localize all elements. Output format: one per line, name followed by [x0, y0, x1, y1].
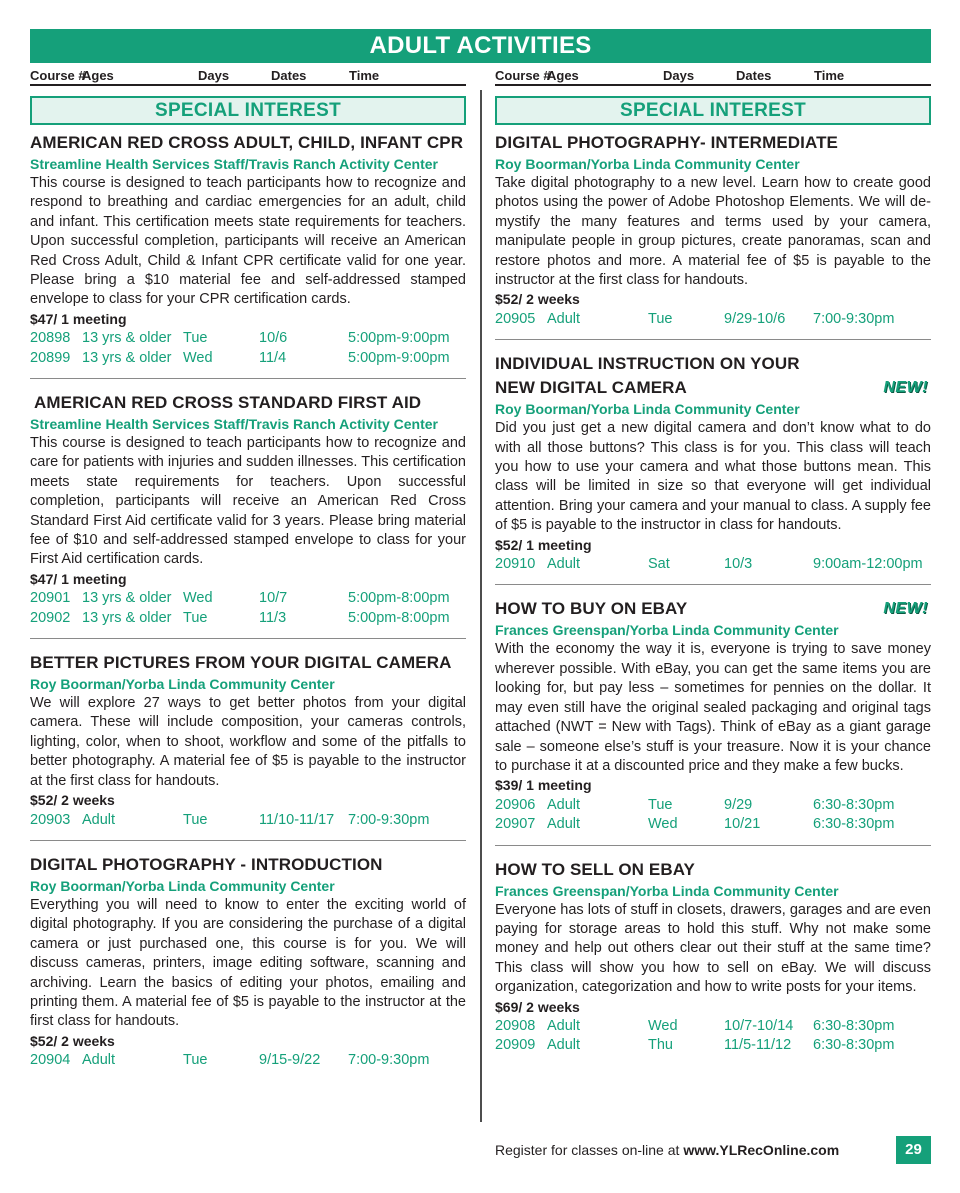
session-date: 10/7 [259, 590, 288, 607]
course-description: This course is designed to teach participants how to recognize and care for patients with injuries and sudden illnesses. This certification meets state requirements for teachers. Upon successful completion, participants will receive an American Red Cross Standard First Aid certificate valid for 3 years. Please bring material fee of $10 and self-addressed stamped envelope to class for your First Aid certification cards. [30, 435, 466, 568]
column-header-left [30, 68, 466, 86]
session-time: 7:00-9:30pm [348, 1052, 430, 1069]
session-age: Adult [547, 556, 581, 573]
session-number: 20907 [495, 816, 536, 833]
new-badge: NEW! [883, 379, 928, 397]
session-number: 20909 [495, 1037, 536, 1054]
column-divider [480, 90, 482, 1122]
header-days: Days [663, 68, 695, 83]
footer-text: Register for classes on-line at [495, 1142, 684, 1158]
course-instructor: Roy Boorman/Yorba Linda Community Center [495, 156, 800, 172]
session-date: 9/15-9/22 [259, 1052, 321, 1069]
course-price: $39/ 1 meeting [495, 777, 592, 794]
course-price: $52/ 2 weeks [495, 291, 580, 308]
course-divider [495, 584, 931, 585]
course-listing [495, 597, 931, 834]
header-days: Days [198, 68, 230, 83]
session-age: Adult [82, 811, 116, 828]
session-number: 20898 [30, 330, 71, 347]
column-header-right [495, 68, 931, 86]
course-instructor: Streamline Health Services Staff/Travis Ranch Activity Center [30, 156, 438, 172]
session-number: 20910 [495, 556, 536, 573]
course-title: AMERICAN RED CROSS ADULT, CHILD, INFANT CPR [30, 133, 464, 152]
session-row [30, 329, 466, 348]
session-row [495, 796, 931, 815]
course-description: We will explore 27 ways to get better photos from your digital camera. These will include composition, your cameras controls, lighting, color, when to shoot, workflow and some of the pitfalls to better photography. A material fee of $5 is payable to the instructor at the first class for handouts. [30, 695, 466, 789]
course-description: Take digital photography to a new level. Learn how to create good photos using the power of Adobe Photoshop Elements. We will de-mystify the many features and terms used by your camera, manipulate people in group pictures, create panoramas, scan and restore photos and more. A material fee of $5 is payable to the instructor at the first class for handouts. [495, 175, 931, 289]
session-age: Adult [547, 796, 581, 813]
course-description: Did you just get a new digital camera and don’t know what to do with all those buttons? This class is for you. This class will teach you how to use your camera and what those buttons mean. This class will be limited in size so that everyone will get individual attention. Bring your camera and your manual to class. A supply fee of $5 is payable to the instructor in class for handouts. [495, 420, 931, 534]
course-description: This course is designed to teach participants how to recognize and respond to breathing and cardiac emergencies for an adult, child and infant. This certification meets state requirements for teachers. Upon successful completion, participants will receive an American Red Cross Adult, Child & Infant CPR certificate valid for one year. Please bring a $10 material fee and self-addressed stamped envelope to class for your CPR certification cards. [30, 175, 466, 308]
session-number: 20904 [30, 1052, 71, 1069]
session-age: Adult [547, 1017, 581, 1034]
right-column [495, 96, 931, 1056]
session-time: 5:00pm-9:00pm [348, 330, 450, 347]
session-row [30, 349, 466, 368]
course-title-continued: NEW DIGITAL CAMERA [495, 378, 687, 398]
session-date: 11/3 [259, 609, 287, 626]
course-price: $52/ 2 weeks [30, 792, 115, 809]
session-time: 7:00-9:30pm [813, 310, 895, 327]
course-price: $47/ 1 meeting [30, 310, 127, 327]
course-listing [495, 352, 931, 574]
course-divider [495, 339, 931, 340]
course-description: With the economy the way it is, everyone is trying to save money wherever possible. With eBay, you can get the same items you are looking for, but pay less – sometimes for pennies on the dollar. It may even still have the original sealed packaging and original tags attached (NWT = New with Tags). Think of eBay as a giant garage sale – someone else’s stuff is your treasure. Now it is your chance to purchase it at a discounted price and they make a few bucks. [495, 641, 931, 774]
session-day: Tue [183, 811, 208, 828]
session-number: 20899 [30, 349, 71, 366]
session-number: 20902 [30, 609, 71, 626]
course-instructor: Frances Greenspan/Yorba Linda Community Center [495, 882, 839, 899]
course-divider [30, 378, 466, 379]
session-row [30, 589, 466, 608]
course-title: DIGITAL PHOTOGRAPHY - INTRODUCTION [30, 854, 383, 874]
session-row [495, 310, 931, 329]
session-time: 9:00am-12:00pm [813, 556, 923, 573]
session-day: Thu [648, 1037, 673, 1054]
session-age: 13 yrs & older [82, 609, 172, 626]
header-time: Time [349, 68, 380, 83]
footer-register [495, 1140, 839, 1160]
course-price: $52/ 2 weeks [30, 1032, 115, 1049]
course-instructor: Roy Boorman/Yorba Linda Community Center [30, 877, 335, 894]
session-day: Wed [183, 590, 213, 607]
course-title: DIGITAL PHOTOGRAPHY- INTERMEDIATE [495, 133, 839, 152]
session-row [30, 1051, 466, 1070]
course-price: $52/ 1 meeting [495, 536, 592, 553]
course-title-line2 [495, 376, 931, 400]
session-row [495, 1017, 931, 1036]
session-time: 6:30-8:30pm [813, 796, 895, 813]
header-ages: Ages [547, 68, 579, 83]
header-dates: Dates [271, 68, 307, 83]
course-listing [30, 651, 466, 830]
header-course: Course # [495, 68, 551, 83]
session-row [30, 811, 466, 830]
course-description: Everything you will need to know to enter the exciting world of digital photography. If you are considering the purchase of a digital camera or just purchased one, this course is for you. We will discuss cameras, printers, image editing software, scanning and archiving. Learn the basics of editing your photos, emailing and printing them. A material fee of $5 is payable to the instructor at the first class for handouts. [30, 896, 466, 1030]
course-listing [30, 131, 466, 368]
footer-url-link[interactable]: www.YLRecOnline.com [683, 1142, 840, 1158]
session-number: 20906 [495, 796, 536, 813]
session-number: 20903 [30, 811, 71, 828]
session-date: 10/6 [259, 330, 288, 347]
session-age: 13 yrs & older [82, 330, 172, 347]
session-day: Wed [183, 349, 213, 366]
session-day: Tue [183, 1052, 208, 1069]
course-description: Everyone has lots of stuff in closets, drawers, garages and are even paying for storage areas to hold this stuff. Why not make some money and help out others clear out their stuff at the same time? This class will show you how to sell on eBay. We will discuss organization, categorization and how to write posts for your items. [495, 901, 931, 996]
session-time: 7:00-9:30pm [348, 811, 430, 828]
session-date: 11/10-11/17 [259, 811, 335, 828]
session-age: Adult [547, 1037, 581, 1054]
course-listing [30, 391, 466, 628]
course-title: HOW TO BUY ON EBAY [495, 599, 688, 619]
session-time: 6:30-8:30pm [813, 816, 895, 833]
course-price: $47/ 1 meeting [30, 570, 127, 587]
session-day: Tue [183, 330, 208, 347]
session-date: 9/29-10/6 [724, 310, 786, 327]
header-course: Course # [30, 68, 86, 83]
session-row [495, 555, 931, 574]
session-time: 5:00pm-8:00pm [348, 609, 450, 626]
section-heading: SPECIAL INTEREST [30, 96, 466, 125]
left-column [30, 96, 466, 1071]
session-row [495, 1036, 931, 1055]
page-number: 29 [896, 1136, 931, 1164]
session-number: 20908 [495, 1017, 536, 1034]
session-time: 6:30-8:30pm [813, 1017, 895, 1034]
session-number: 20905 [495, 310, 536, 327]
session-date: 10/7-10/14 [724, 1017, 794, 1034]
session-number: 20901 [30, 590, 71, 607]
session-row [495, 815, 931, 834]
header-time: Time [814, 68, 845, 83]
session-age: 13 yrs & older [82, 349, 172, 366]
page-banner: ADULT ACTIVITIES [30, 29, 931, 63]
session-time: 5:00pm-8:00pm [348, 590, 450, 607]
session-age: Adult [82, 1052, 116, 1069]
course-title: AMERICAN RED CROSS STANDARD FIRST AID [34, 393, 422, 413]
course-divider [495, 845, 931, 846]
session-age: Adult [547, 310, 581, 327]
session-day: Sat [648, 556, 670, 573]
session-day: Wed [648, 1017, 678, 1034]
session-age: Adult [547, 816, 581, 833]
course-listing [495, 858, 931, 1056]
session-day: Tue [183, 609, 208, 626]
course-listing [495, 131, 931, 329]
course-price: $69/ 2 weeks [495, 998, 580, 1015]
session-date: 10/21 [724, 816, 761, 833]
course-listing [30, 853, 466, 1071]
session-date: 11/4 [259, 349, 287, 366]
course-title: HOW TO SELL ON EBAY [495, 859, 695, 879]
session-time: 6:30-8:30pm [813, 1037, 895, 1054]
session-day: Wed [648, 816, 678, 833]
session-date: 11/5-11/12 [724, 1037, 792, 1054]
section-heading: SPECIAL INTEREST [495, 96, 931, 125]
course-title-line [495, 597, 931, 621]
session-day: Tue [648, 796, 673, 813]
course-title: BETTER PICTURES FROM YOUR DIGITAL CAMERA [30, 653, 452, 673]
new-badge: NEW! [883, 600, 928, 618]
header-ages: Ages [82, 68, 114, 83]
session-date: 9/29 [724, 796, 753, 813]
session-age: 13 yrs & older [82, 590, 172, 607]
header-dates: Dates [736, 68, 772, 83]
course-instructor: Frances Greenspan/Yorba Linda Community Center [495, 622, 839, 639]
session-time: 5:00pm-9:00pm [348, 349, 450, 366]
course-divider [30, 638, 466, 639]
course-title: INDIVIDUAL INSTRUCTION ON YOUR [495, 354, 800, 374]
session-day: Tue [648, 310, 673, 327]
course-instructor: Roy Boorman/Yorba Linda Community Center [495, 401, 800, 418]
course-instructor: Roy Boorman/Yorba Linda Community Center [30, 676, 335, 693]
session-row [30, 609, 466, 628]
session-date: 10/3 [724, 556, 753, 573]
course-divider [30, 840, 466, 841]
course-instructor: Streamline Health Services Staff/Travis Ranch Activity Center [30, 416, 438, 433]
